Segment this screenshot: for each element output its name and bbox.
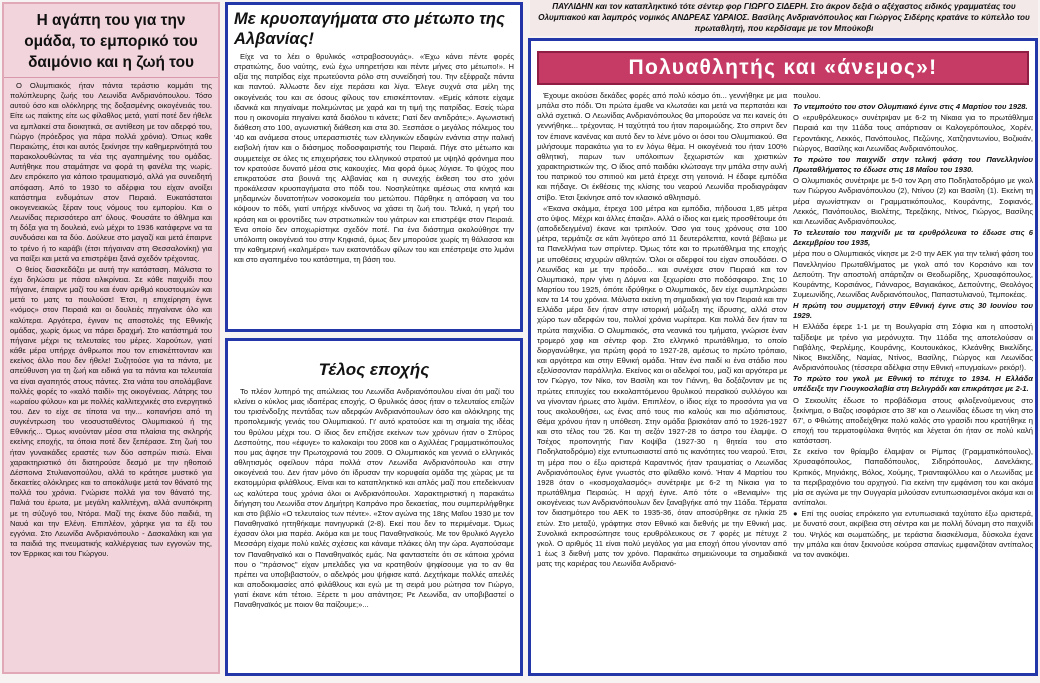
multi-athlete-paragraph: «Έκανα σκάμμα, έτρεχα 100 μέτρα και εμπόδια, πήδουσα 1,85 μέτρα στο ύψος. Μέχρι και άλλες έπαιζα». Αλλά ο ίδιος και εμείς προσθέτουμε ότι (αποδεδειγμένα) έκανε και τριπλούν. Όσο για τους χρόνους στα 100 μέτρα, τερμάτιζε σε κάτι λιγότερο από 11 δευτερόλεπτα, κοντά βέβαιω με τα Πανελλήνια των σπρίντερ. Όμως τότε και το πρωτάθλημα της εποχής με υποθέσεις ισχυρών αθλητών. Όλοι οι αδερφοί του είχαν σπουδάσει. Ο Λεωνίδας και με την πρόοδο... και συνέχισε στον Πειραιά και τον Ολυμπιακό, πριν γίνει η Δόμνα και ξεχωρίσει στο ποδόσφαιρο. Στις 10 Μαρτίου του 1925, όπότε ιδρύθηκε ο Ολυμπιακός, δεν είχε συμπληρώσει καν τα 14 του χρόνια. Μάλιστα εκείνη τη σημαδιακή για τον Πειραιά και την Ελλάδα μέρα δεν ήταν στην ιστορική μάζωξη της ίδρυσης, αλλά στον χώρο των αδερφών του, πολλοί χρόνια νωρίτερα. Και πολλά δεν ήταν τα πρώτα παιχνίδια. Ο Ολυμπιακός, στα νεανικά του τμήματα, γνώρισε έναν τρομερό χαφ και σέντερ φορ. Στο ελληνικό πρωτάθλημα, το οποίο διοργανώθηκε, για πρώτη φορά το 1927-28, αμέσως το πρώτο τρόπαιο, και αργότερα και στην Εθνική ομάδα. Ήταν ένα παιδί κι ένα στάδιο που εξελίσσονταν παράλληλα. Εκείνος και οι αδελφοί του, μαζί και αργότερα με τον Γιώργο, τον Νίκο, τον Βασίλη και τον Γιάννη, θα δοξάζονταν με τις πρώτες επιτυχίες του εκκολαπτόμενου θρυλικού πειραϊκού συλλόγου και να γίνονταν ήρωες στο λιμάνι. Επιπλέον, ο ίδιος είχε το προσόντα για να τους ακολουθήσει, ως ένας από τους πιο καλούς και πιο αξιόπιστους. Θέμα χρόνου ήταν η υπόθεση. Στην ομάδα βρισκόταν από το 1926-1927 και στο τέλος του '26. Και τη σεζόν 1927-28 το άστρο του έλαμψε. Ο Τσέχος προπονητής Γιαν Κοψίβα (1927-30 η θητεία του στο Ποδηλατοδρόμιο) είχε εντυπωσιαστεί από τις ικανότητες του νεαρού. Έτσι, τη μέρα που ο έξω αριστερά Καραντινός ήταν τραυματίας ο Λεωνίδας Ανδριανόπουλος έγινε γνωστός στο φίλαθλο κοινό. Ήταν 4 Μαρτίου του 1928 όταν ο «κοσμοχαλασμός» συνέτριψε με 6-2 τη Νίκαια για το πρωτάθλημα Πειραιώς. Η αρχή έγινε. Από τότε ο «Βενιαμίν» της οικογένειας των Ανδριανόπουλων δεν ξαναβγήκε από την 11άδα. Τέρματα τον διασημότερο του ΑΕΚ το 1935-36, όταν αποσύρθηκε σε ηλικία 25 ετών. Στο μεταξύ, γράφτηκε στον Εθνικό και διεθνής με την Εθνική μας. Συνολικά εκπροσώπησε τους ερυθρόλευκους σε 7 φορές με πέτυχε 2 γκολ. Ο αριθμός 11 είναι πολύ μεγάλος για μια εποχή όπου γίνονταν από 1 έως 3 διεθνή ματς τον χρόνο. Παρακάτω σημειώνουμε τα σημαδιακά ματς της καριέρας του Λεωνίδα Ανδριανό- bbox=[537, 203, 787, 569]
end-of-era-body bbox=[228, 387, 520, 672]
photo-caption: ΠΑΥΛΙΔΗΝ και τον καταπληκτικό τότε σέντερ φορ ΓΙΩΡΓΟ ΣΙΔΕΡΗ. Στο άκρον δεξιά ο αξέχαστος ειδικός γραμματέας του Ολυμπιακού και λαμπρός νομικός ΑΝΔΡΕΑΣ ΥΔΡΑΙΟΣ. Βασίλης Ανδριανόπουλος και Γιώργος Σιδέρης κρατάνε το κύπελλο του πρωταθλητή, που κερδίσαμε με τον Μπούκοβι bbox=[530, 0, 1038, 36]
match-milestone-heading: Το ντεμπούτο του στον Ολυμπιακό έγινε στις 4 Μαρτίου του 1928. bbox=[793, 102, 1028, 112]
match-milestone-heading: Το τελευταίο του παιχνίδι με τα ερυθρόλευκα το έδωσε στις 6 Δεκεμβρίου του 1935, bbox=[793, 228, 1033, 248]
multi-athlete-column-a bbox=[537, 91, 787, 669]
albania-article bbox=[225, 2, 523, 332]
left-article bbox=[2, 2, 220, 674]
left-article-paragraph: Ο Ολυμπιακός ήταν πάντα τεράστιο κομμάτι της πολύπλευρης ζωής του Λεωνίδα Ανδριανόπουλου. Τόσο αυτού όσο και ολόκληρης της δοξασμένης οικογένειάς του. Είτε ως παίκτης είτε ως φίλαθλος μετά, γιατί ποτέ δεν ήθελε να εμπλακεί στα διοικητικά, σε αντίθεση με τον αδερφό του, Γιώργο (πρόεδρος για πάρα πολλά χρόνια). Όπως καθε Πειραιώτης, έτσι και αυτός ξεκίνησε την καθημερινότητά του παρακολουθώντας τα νέα της αγαπημένης του ομάδας. Αυτήθηκε που σταμάτησε να φορά τη φανέλα της νωρίς. Δεν επρόκειτο για κάποιο τραυματισμό, αλλά για συνειδητή απόφαση. Από το 1930 το αδέρφια του είχαν ανοίξει κατάστημα ενδυμάτων στον Πειραιά. Ευκατάστατοι οικογενειακώς ξέραν τους νόμους του εμπορίου. Και ο Λεωνίδας περισσότερο απ' όλους. Φουσάτε το άθλημα και τη δόξα για τη δουλειά, ενώ μέχρι το 1936 κατάφερνε να τα συνδυάσει και τα δύο. Δούλευε στο μαγαζί και μετά έπαιρνε το τρένο ή το καράβι (έτσι πήγαιναν στη Θεσσαλονίκη) για να παίξει και μετά να επιστρέψει ξανά σχεδόν τρέχοντας. bbox=[10, 81, 212, 263]
left-article-body bbox=[4, 78, 218, 668]
end-of-era-paragraph: Το πλέον λυπηρό της απώλειας του Λεωνίδα Ανδριανόπουλου είναι ότι μαζί του κλείνει ο κύκλος μιας ιδαιτέρας εποχής. Ο θρυλικός άσος ήταν ο τελευταίος επιζών του τρισένδοξης πεντάδας των αδερφών Ανδριανόπουλων όσο και ολόκληρης της προπολεμικής γενιάς του Ολυμπιακού. Γι' αυτό κρατούσε και τη σημαία της ιδέας του θρύλου μέχρι του. Ο ίδιος δεν επιζήσε εκείνων των χρόνων ήταν ο Σπύρος Δεσπούτης, που «έφυγε» το καλοκαίρι του 2008 και ο Αχιλλέας Γραμματικόπουλος που μας άφησε την Πρωτοχρονιά του 2009. Ο Ολυμπιακός και γεννιά ο ελληνικός αθλητισμός οφείλουν πάρα πολλά στον Λεωνίδα Ανδριανόπουλο και στην οικογένειά του. Δεν ήταν μόνο ότι ίδρυσαν την κορυφαία ομάδα της χώρας με τα εκατομμύρια φιλάθλους. Είναι και το καταπληκτικό και απλός μαζί που επεδείκνυαν ως καλύτερα τους χρόνια όλοι οι Ανδριανόπουλοι. Χαρακτηριστική η παρακάτω διήγηση του Λεωνίδα στον Δημήτρη Καπράνο προ δεκαετίας, που συμπεριλήφθηκε και στο βιβλίο «Ο τελευταίος των πέντε». «Στον αγώνα της 18ης Μαΐου 1930 με τον Παναθηναϊκό ηττηθήκαμε πανηγυρικά (2-8). Εκεί που δεν το περιμέναμε. Όμως έχασαν όλοι μια παρέα. Ακόμα και με τους Παναθηναϊκούς. Με τον θρυλικό Αγγελο Μεσσάρη είχαμε πολύ καλές σχέσεις και κάναμε πλάκες όλη την ώρα. Αγαπούσαμε τον Παναθηναϊκό και ο Παναθηναϊκός εμάς. Να φανταστείτε ότι σε κάποια χρόνια που ο "πράσινος" είχαν μπελάδες για να κρατηθούν ψηφίσουμε για το αν θα πρέπει να υποβιβαστούν, ο αδελφός μου ψήφισε κατά. Δεχτήκαμε πολλές απειλές και αποδοκιμασίες από φιλάθλους και εγώ με τη σειρά μου ρώτησα τον Γιώργο, γιατί έκανε κάτι τέτοιο. Ξέρετε τι μου απάντησε; Ρε Λεωνίδα, αν υποβιβαστεί ο Παναθηναϊκός με ποιον θα παίζουμε;»... bbox=[234, 387, 514, 610]
albania-article-paragraph: Είχε να το λέει ο θρυλικός «στραβοσουγιάς». «Έχω κάνει πέντε φορές στρατιώτης, δυο ναύτης, ενώ έχω υπηρετήσει και πέντε μήνες στο μέτωπο!». Η αξία της πατρίδας είχε πρωτεύοντα ρόλο στη συνείδησή του. Την εξέφραζε πάντα και παντού. Άλλωστε δεν είχε περάσει και λίγα. Έλεγε συχνά στα μέλη της οικογένειάς του και σε όσους φίλους τον επισκέπτονταν. «Εμείς κάποτε είχαμε ιδανικά και πηγαίναμε πολεμώντας με χαρά και τη τιμή της πατρίδας. Εσείς τώρα που η οικονομία πηγαίνει κατά διαόλου τι κάνετε; Γιατί δεν αντιδράτε;». Αγωνιστική διάθεση στο 100, αγωνιστική διάθεση και στα 30. Ξεσπάσε ο μεγάλος πόλεμος του '40 και ανάμεσα στους υπερασπιστές των ελληνικών εδαφών ενάντια στην ιταλική εισβολή ήταν και ο διάσημος ποδοσφαιριστής του Πειραιά. Πήγε στο μέτωπο και συμμετείχε σε όλες τις επιχειρήσεις του ελληνικού στρατού με υψηλό φρόνημα που τον κρατούσε δυνατό μέσα στις κακουχίες. Μια φορά όμως λύγισε. Το ψύχος που επικρατούσε στα βουνά της Αλβανίας και η συνεχής έκθεση του στο χιόνι προκάλεσαν κρυοπαγήματα στο πόδι του. Νοσηλεύτηκε αμέσως στα κινητά και μηδαμινών δυνατοτήτων νοσοκομεία του μετώπου. Πάρθηκε η απόφαση να του κόψουν το πόδι, γιατί υπήρχε κίνδυνος να χάσει τη ζωή του. Τελικά, η γερή του κράση και οι φροντίδες των στρατιωτικών του γιάτρων και επιστρέψε στον Πειραιά. Ένα οποίο δεν αποχωρίστηκε σχεδόν ποτέ. Για ένα διάστημα ακολούθησε την υπόλοιπη οικογένειά του στην Κηφισιά, όμως δεν μπορούσε χωρίς τη θάλασσα και την καθημερινή «καλημέρα» των εκατοντάδων φίλων του και επέστρεψε στο λιμάνι και στο αγαπημένο του κατάστημα, τη βάση του. bbox=[234, 52, 514, 265]
match-milestone-text: Ο «ερυθρόλευκος» συνέτριψαν με 6-2 τη Νίκαια για το πρωτάθλημα Πειραιά και την 11άδα τους απάρτισαν οι Καλογερόπουλος, Χορέν, Γεροντάκης, Λεκκός, Πανόπουλος, Πεζώνης, Χατζηαντωνίου, Βοζικιάν, Γιώργος, Βασίλης και Λεωνίδας Ανδριανόπουλος. bbox=[793, 113, 1033, 153]
match-milestone-text: Ο Ολυμπιακός συνέτριψε με 5-0 τον Άρη στο Ποδηλατοδρόμιο με γκολ των Γιώργου Ανδριανόπουλου (2), Ντίνου (2) και Βασίλη (1). Εκείνη τη μέρα αγωνίστηκαν οι Γραμματικόπουλος, Κουράντης, Σοφιανός, Λεκκός, Πανόπουλος, Βιολέτης, Τερεζάκης, Ντίνος, Γιώργος, Βασίλης και Λεωνίδας Ανδριανόπουλος. bbox=[793, 176, 1033, 226]
match-milestone-text: πουλου. bbox=[793, 91, 821, 100]
match-milestone-text: Ο Σεκουλίτς έδωσε το προβάδισμα στους φιλοξενούμενους στο ξεκίνημα, ο Βαζος ισοφάρισε στο 38' και ο Λεωνίδας έδωσε τη νίκη στο 67', ο Φθιώτης αποδείχθηκε πολύ καλός στο γρασίδι που κρατήθηκε η εποχή του τερματοφύλακα θνητός και λέγεται ότι ήταν σε πολύ καλή κατάσταση. bbox=[793, 395, 1033, 446]
match-milestone-text: Η Ελλάδα έφερε 1-1 με τη Βουλγαρία στη Σόφια και η αποστολή ταξίδεψε με τρένο για μερόνυχτα. Την 11άδα της αποτελούσαν οι Γιαβάλης, Φερλέμης, Κουράνης, Κουτουκάκος, Κλεάνθης Βικελίδης, Νίκος Βικελίδης, Ναμίας, Ντίνος, Βασίλης, Γιώργος και Λεωνίδας Ανδριανόπουλος (τέσσερα αδέλφια στην Εθνική «πυγμαίων» ρεκόρ!). bbox=[793, 322, 1033, 373]
multi-athlete-paragraph: Έχουμε ακούσει δεκάδες φορές από πολύ κόσμο ότι... γεννήθηκε με μια μπάλα στο πόδι. Ότι πρώτα έμαθε να κλωτσάει και μετά να περπατάει και αλλά σχετικά. Ο Λεωνίδας Ανδριανόπουλος θα μπορούσε να πει κανείς ότι γεννήθηκε... τρέχοντας. Η ταχύτητά του ήταν παροιμιώδης. Στο σπριντ δεν τον έπιανε κανένας και αυτό δεν το λένε μόνο οι όσοι του Ολυμπιακού. Θα μιλήσουμε παρακάτω για το εν λόγω θέμα. Η οικογένειά του ήταν 100% αθλητική, παρων των υπόλοιπων ξεχωριστών και χριστικών χαρακτηριστικών της. Ο ίδιος από παιδάκι κλώτσαγε την μπάλα στην αυλή του πατρικού του σπιτιού και μετά έτρεχε στη γειτονιά. Η έδαφε εμπόδια και πήδαγε. Οι έκθέσεις της κλίσης του νεαρού Λεωνίδα προδιαγράφαν στίβο. Έτσι ξεκίνησε από τον κλασικό αθλητισμό. bbox=[537, 91, 787, 202]
match-milestone-text: ● Επί της ουσίας επρόκειτο για εντυπωσιακά ταχύτατο έξω αριστερά, με δυνατό σουτ, ακρίβεια στη σέντρα και με πολλή δύναμη στο παιχνίδι του. Ψηλός και σωματώδης, με τεράστια διασκέλισμα, δύσκολα έχανε την μπάλα και όταν ξεκινούσε κούρσα σπανίως εμφανιζόταν αντίπαλος να τον ανακόψει. bbox=[793, 509, 1033, 559]
multi-athlete-column-b bbox=[793, 91, 1033, 669]
match-milestone-heading: Η πρώτη του συμμετοχή στην Εθνική έγινε στις 30 Ιουνίου του 1929. bbox=[793, 301, 1033, 321]
end-of-era-headline: Τέλος εποχής bbox=[318, 360, 430, 379]
match-milestone-text: Σε εκείνο τον θρίαμβο έλαμψαν οι Ρίμπας (Γραμματικόπουλος), Χρυσαφόπουλος, Παπαδόπουλος, Σιδηρόπουλος, Δανελάκης, Κριτικός, Μηνιάκης, Βόλος, Χούμης, Τριανταφύλλου και ο Λεωνίδας με τα περιβραχιόνιο του αρχηγού. Για εκείνη την εμφάνιση του και ακόμα μία σε αγώνα με την Ουγγαρία μιλούσαν εντυπωσιασμένοι ακόμα και οι αντίπαλοι. bbox=[793, 447, 1033, 508]
multi-athlete-article bbox=[528, 38, 1038, 676]
end-of-era-article bbox=[225, 338, 523, 676]
match-milestone-heading: Το πρώτο του παιχνίδι στην τελική φάση του Πανελληνίου Πρωταθλήματος το έδωσε στις 18 Μαΐου του 1930. bbox=[793, 154, 1033, 175]
match-milestone-heading: Το πρώτο του γκολ με Εθνική το πέτυχε το 1934. Η Ελλάδα υπέδειξε την Γιουγκοσλαβία στη Βελιγράδι και επικράτησε με 2-1. bbox=[793, 374, 1033, 394]
left-article-headline: Η αγάπη του για την ομάδα, το εμπορικό του δαιμόνιο και η ζωή του bbox=[4, 4, 218, 78]
left-article-paragraph: Ο θείος διασκεδάζει με αυτή την κατάσταση. Μάλιστα το έχει δηλώσει με πάσα ειλικρίνεια. Σε κάθε παιχνίδι που πήγαινε, έπαιρνε μαζί του και έναν αριθμό κουστουμιών και μετά το ματς τα πουλούσε! Έτσι, η επιχείρηση έγινε «νόμος» στον Πειραιά και οι δουλειές πηγαίνανε όλο και καλύτερα. Αργότερα, έγιναν τις αποστολές της Εθνικής ομάδας, χωρίς όμως να πάρει δραχμή. Στο κατάστημά του πήγαινε μέχρι τις τελευταίες του μέρες. Χαρούτων, γιατί κάθε μέρα υπήρχε άνθρωποι που τον επισκέπτονταν και εκείνος άλλο που δεν ήθελε! Συζητούσε για τα πάντα, με απεύθυνση για τη ζωή και ειδικά για τα πάντα και τελευταία να είναι αγαπητός στους πάντες. Στα νιάτα του απολάμβανε πολλές φορές το «καλό παιδί» της οικογένειας. Λάτρης του «ωραίου φύλου» και με πολλές καλλιτεχνικές στο ενεργητικό του. Δεν το είχε σε τίποτα να την... κοπανήσει από τη συγκέντρωση του νεοσυσταθέντος Ολυμπιακού ή της Εθνικής... Όμως κινούνταν μέσα στα πλαίσια της σκληρής εκείνης εποχής, τα όποια ποτέ δεν ξεπέρασε. Στη ζωή του ήταν γυναικάδες εραστές των δύο ασπρών πισώ. Είναι χαρακτηριστικό ότι διατηρούσε δεσμό με την ηθοποιό Δέσποινα Στυλιανοπούλου, αλλά το κράτησε μυστικό για δεκαετίες ολόκληρες και το αποκάλυψε μετά τον θάνατό της πολλά του χρόνια. Γνώρισε πολλά για τον θάνατό της. Παλιά του έρωτα, με μεγάλη καλλιτέχνη, αλλά ανυπόκριτη με τη σύζυγό του, Ντόρα. Μαζί της έκανε δύο παιδιά, τη Ναυά και την Ελένη. Επιπλέον, χάρηκε για τα έξι του εγγόνια. Στο Λεωνίδα Ανδριανόπουλο - Δασκαλάκη και για τα παιδιά της πνευματικής καλλιέργειας των εγγονών της, τον Έρρικας και του Γιώργου. bbox=[10, 264, 212, 559]
albania-article-headline: Με κρυοπαγήματα στο μέτωπο της Αλβανίας! bbox=[234, 10, 505, 48]
albania-article-body bbox=[228, 51, 520, 319]
match-milestone-text: μέρα που ο Ολυμπιακός νίκησε με 2-0 την ΑΕΚ για την τελική φάση του Πανελληνίου Πρωταθλήματος με γκολ από τον Κορσιάνο και τον Δεπούτη. Την αποστολή απάρτιζαν οι Θεοδωρίδης, Χρυσαφόπουλος, Κουράντης, Κορσιάνος, Γιάνναρος, Βαγιακάκος, Δεπούντης, Θεολόγος Συμεωνίδης, Λεωνίδας Ανδριανόπουλος, Παπαστυλιανού, Τεμποκέας. bbox=[793, 249, 1033, 299]
multi-athlete-banner: Πολυαθλητής και «άνεμος»! bbox=[537, 51, 1029, 85]
